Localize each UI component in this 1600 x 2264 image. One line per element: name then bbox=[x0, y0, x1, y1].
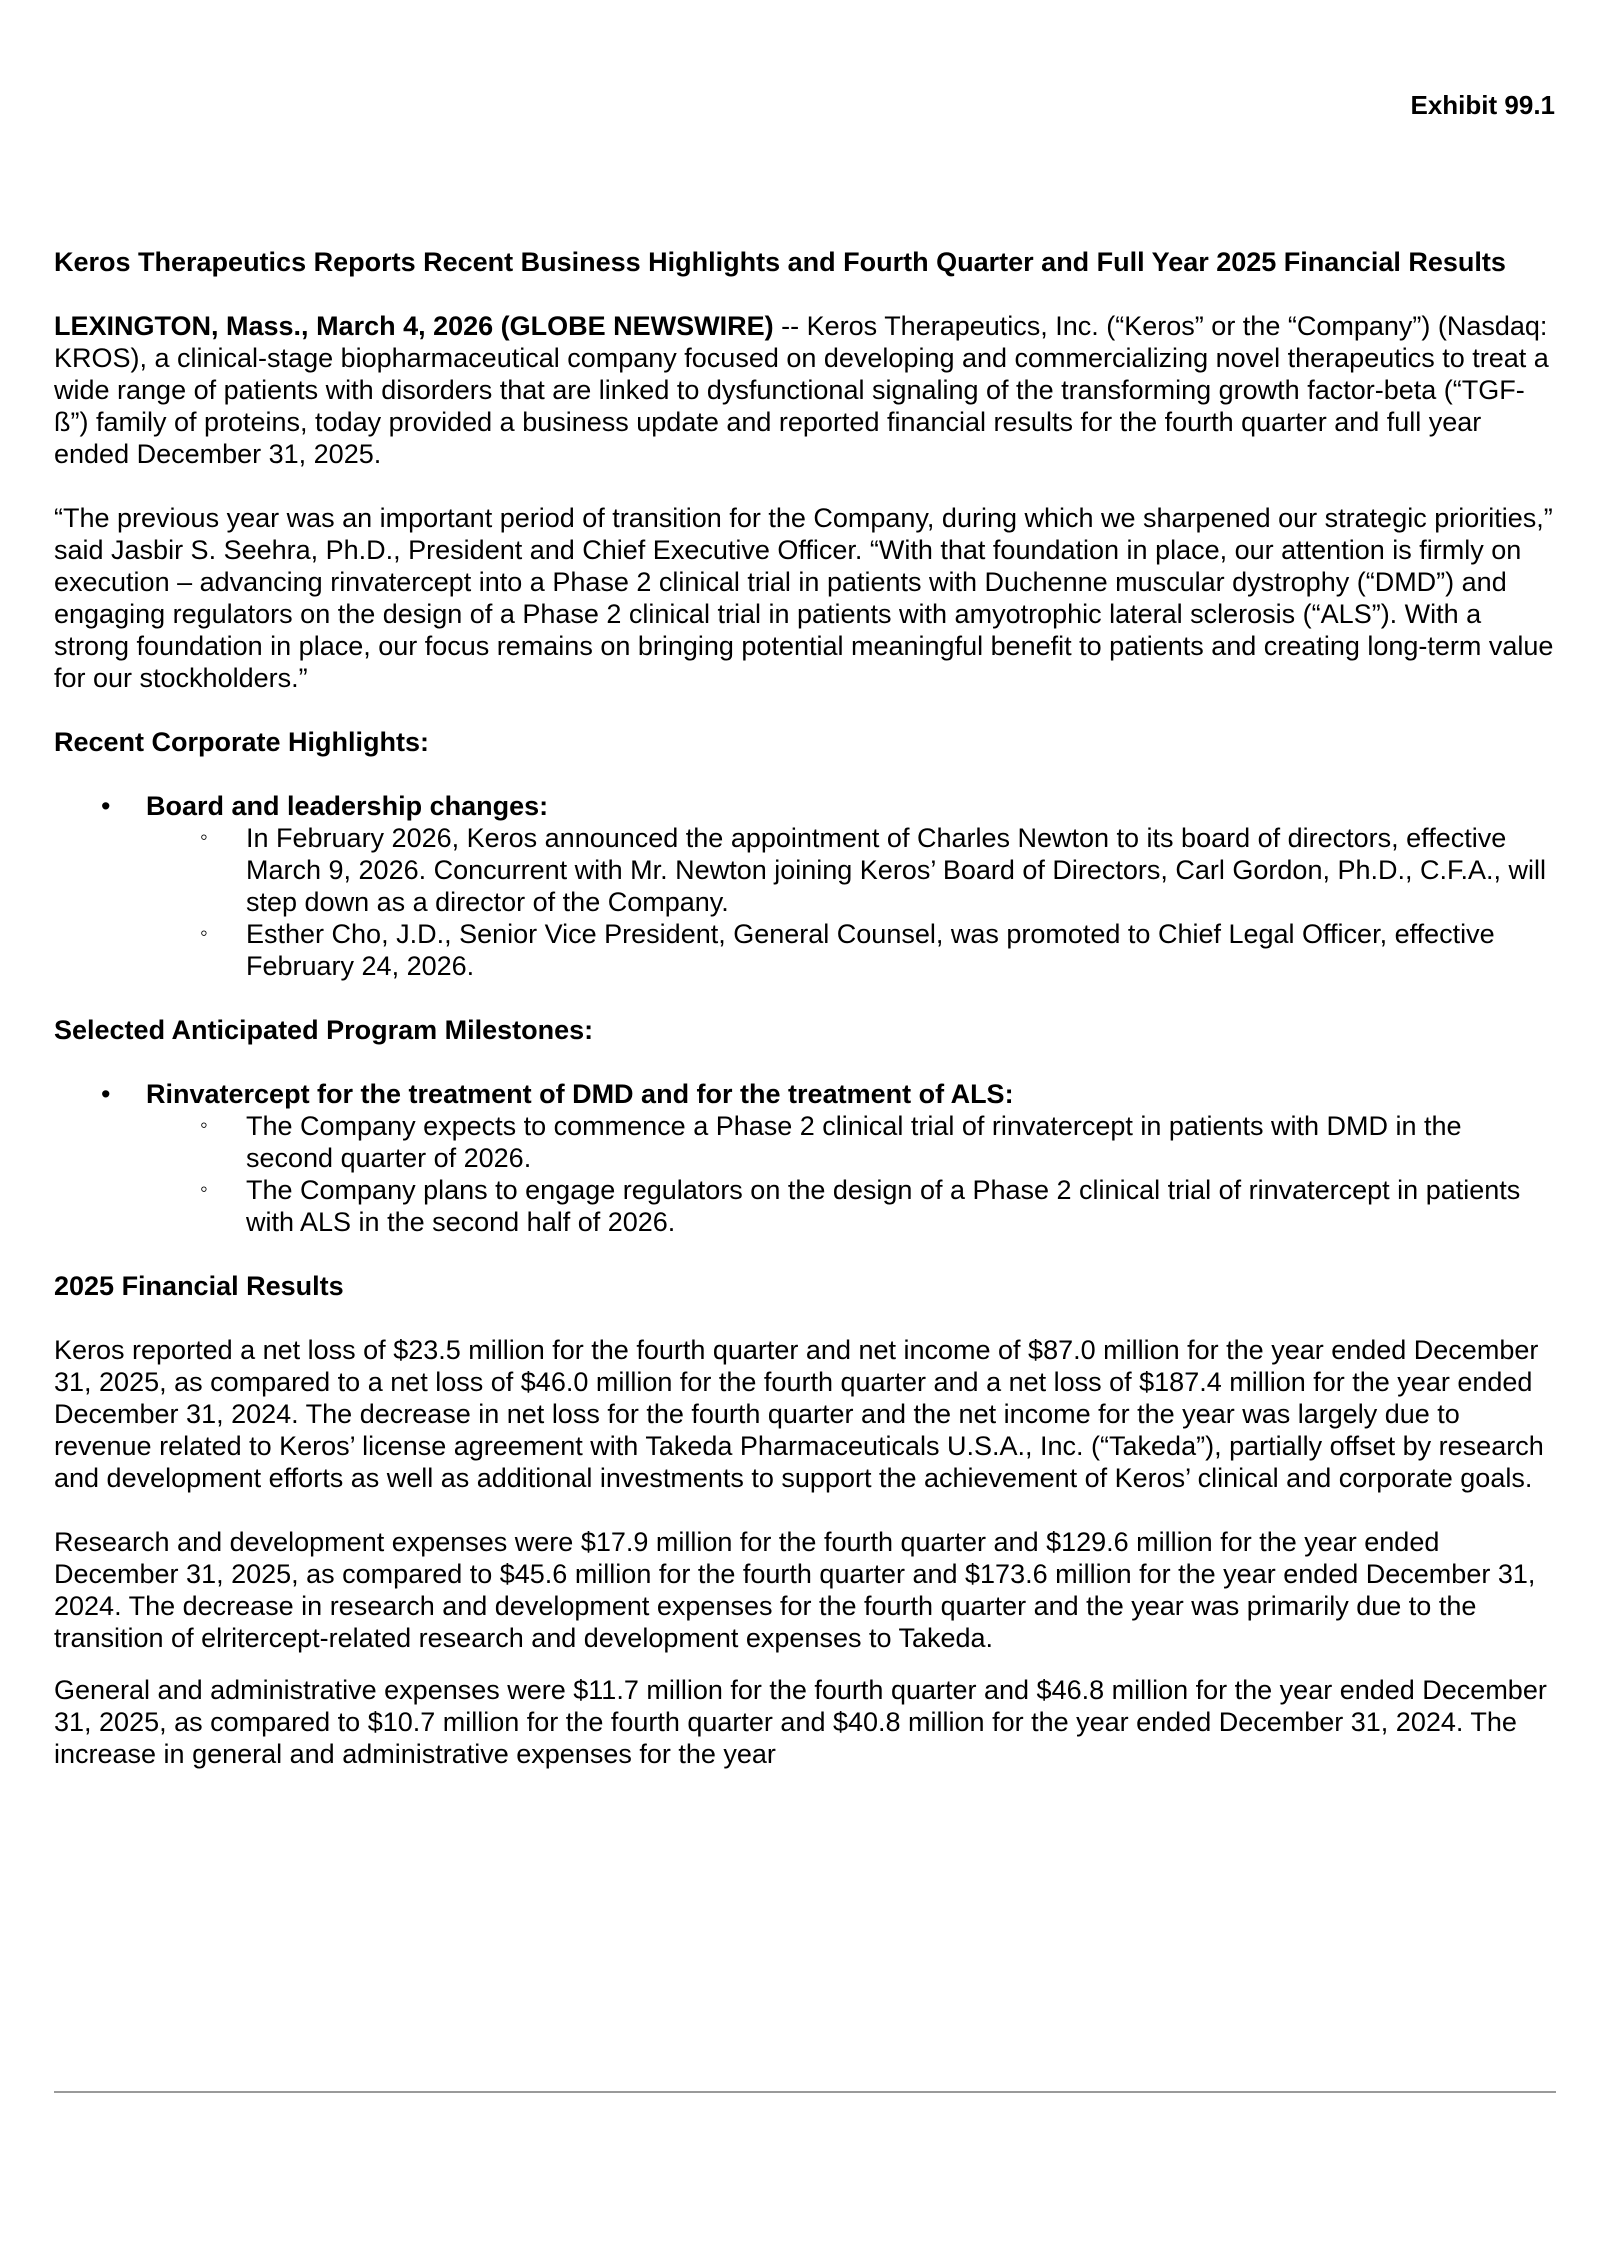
financial-results-heading: 2025 Financial Results bbox=[54, 1271, 344, 1301]
intro-paragraph bbox=[54, 310, 1554, 470]
list-item bbox=[54, 790, 1554, 982]
intro-text: -- Keros Therapeutics, Inc. (“Keros” or the “Company”) (Nasdaq: KROS), a clinical-stage biopharmaceutical company focused on developing and commercializing novel therapeutics to treat a wide range of patients with disorders that are linked to dysfunctional signaling of the transforming growth factor-beta (“TGF-ß”) family of proteins, today provided a business update and reported financial results for the fourth quarter and full year ended December 31, 2025. bbox=[54, 311, 1549, 469]
milestones-heading: Selected Anticipated Program Milestones: bbox=[54, 1015, 594, 1045]
sub-bullet-icon: ◦ bbox=[200, 1112, 208, 1137]
sub-list-item-text: Esther Cho, J.D., Senior Vice President, General Counsel, was promoted to Chief Legal Officer, effective February 24, 2026. bbox=[246, 919, 1495, 981]
exhibit-label: Exhibit 99.1 bbox=[1410, 90, 1555, 120]
sub-list-item-text: In February 2026, Keros announced the appointment of Charles Newton to its board of directors, effective March 9, 2026. Concurrent with Mr. Newton joining Keros’ Board of Directors, Carl Gordon, Ph.D., C.F.A., will step down as a director of the Company. bbox=[246, 823, 1547, 917]
press-release-body bbox=[54, 246, 1554, 1770]
sub-bullet-icon: ◦ bbox=[200, 1176, 208, 1201]
sub-list bbox=[146, 1110, 1554, 1238]
sub-list-item-text: The Company plans to engage regulators on the design of a Phase 2 clinical trial of rinvatercept in patients with ALS in the second half of 2026. bbox=[246, 1175, 1521, 1237]
corporate-highlights-list bbox=[54, 790, 1554, 982]
milestones-list bbox=[54, 1078, 1554, 1238]
sub-bullet-icon: ◦ bbox=[200, 824, 208, 849]
list-item-title: Rinvatercept for the treatment of DMD and for the treatment of ALS: bbox=[146, 1079, 1014, 1109]
bullet-icon: • bbox=[101, 1079, 111, 1109]
bullet-icon: • bbox=[101, 791, 111, 821]
list-item bbox=[54, 1078, 1554, 1238]
sub-list-item bbox=[54, 1174, 1554, 1238]
ceo-quote-paragraph: “The previous year was an important period of transition for the Company, during which we sharpened our strategic priorities,” said Jasbir S. Seehra, Ph.D., President and Chief Executive Officer. “With that foundation in place, our attention is firmly on execution – advancing rinvatercept into a Phase 2 clinical trial in patients with Duchenne muscular dystrophy (“DMD”) and engaging regulators on the design of a Phase 2 clinical trial in patients with amyotrophic lateral sclerosis (“ALS”). With a strong foundation in place, our focus remains on bringing potential meaningful benefit to patients and creating long-term value for our stockholders.” bbox=[54, 503, 1554, 693]
sub-list-item bbox=[54, 1110, 1554, 1174]
list-item-title: Board and leadership changes: bbox=[146, 791, 549, 821]
sub-list bbox=[146, 822, 1554, 982]
net-loss-paragraph: Keros reported a net loss of $23.5 million for the fourth quarter and net income of $87.0 million for the year ended December 31, 2025, as compared to a net loss of $46.0 million for the fourth quarter and a net loss of $187.4 million for the year ended December 31, 2024. The decrease in net loss for the fourth quarter and the net income for the year was largely due to revenue related to Keros’ license agreement with Takeda Pharmaceuticals U.S.A., Inc. (“Takeda”), partially offset by research and development efforts as well as additional investments to support the achievement of Keros’ clinical and corporate goals. bbox=[54, 1335, 1544, 1493]
dateline: LEXINGTON, Mass., March 4, 2026 (GLOBE NEWSWIRE) bbox=[54, 311, 774, 341]
sub-list-item-text: The Company expects to commence a Phase 2 clinical trial of rinvatercept in patients with DMD in the second quarter of 2026. bbox=[246, 1111, 1462, 1173]
footer-divider bbox=[54, 2091, 1556, 2093]
gna-expenses-paragraph: General and administrative expenses were $11.7 million for the fourth quarter and $46.8 million for the year ended December 31, 2025, as compared to $10.7 million for the fourth quarter and $40.8 million for the year ended December 31, 2024. The increase in general and administrative expenses for the year bbox=[54, 1675, 1547, 1769]
sub-list-item bbox=[54, 822, 1554, 918]
page-title: Keros Therapeutics Reports Recent Business Highlights and Fourth Quarter and Full Year 2025 Financial Results bbox=[54, 247, 1506, 277]
rnd-expenses-paragraph: Research and development expenses were $17.9 million for the fourth quarter and $129.6 million for the year ended December 31, 2025, as compared to $45.6 million for the fourth quarter and $173.6 million for the year ended December 31, 2024. The decrease in research and development expenses for the fourth quarter and the year was primarily due to the transition of elritercept-related research and development expenses to Takeda. bbox=[54, 1527, 1536, 1653]
corporate-highlights-heading: Recent Corporate Highlights: bbox=[54, 727, 430, 757]
sub-list-item bbox=[54, 918, 1554, 982]
sub-bullet-icon: ◦ bbox=[200, 920, 208, 945]
